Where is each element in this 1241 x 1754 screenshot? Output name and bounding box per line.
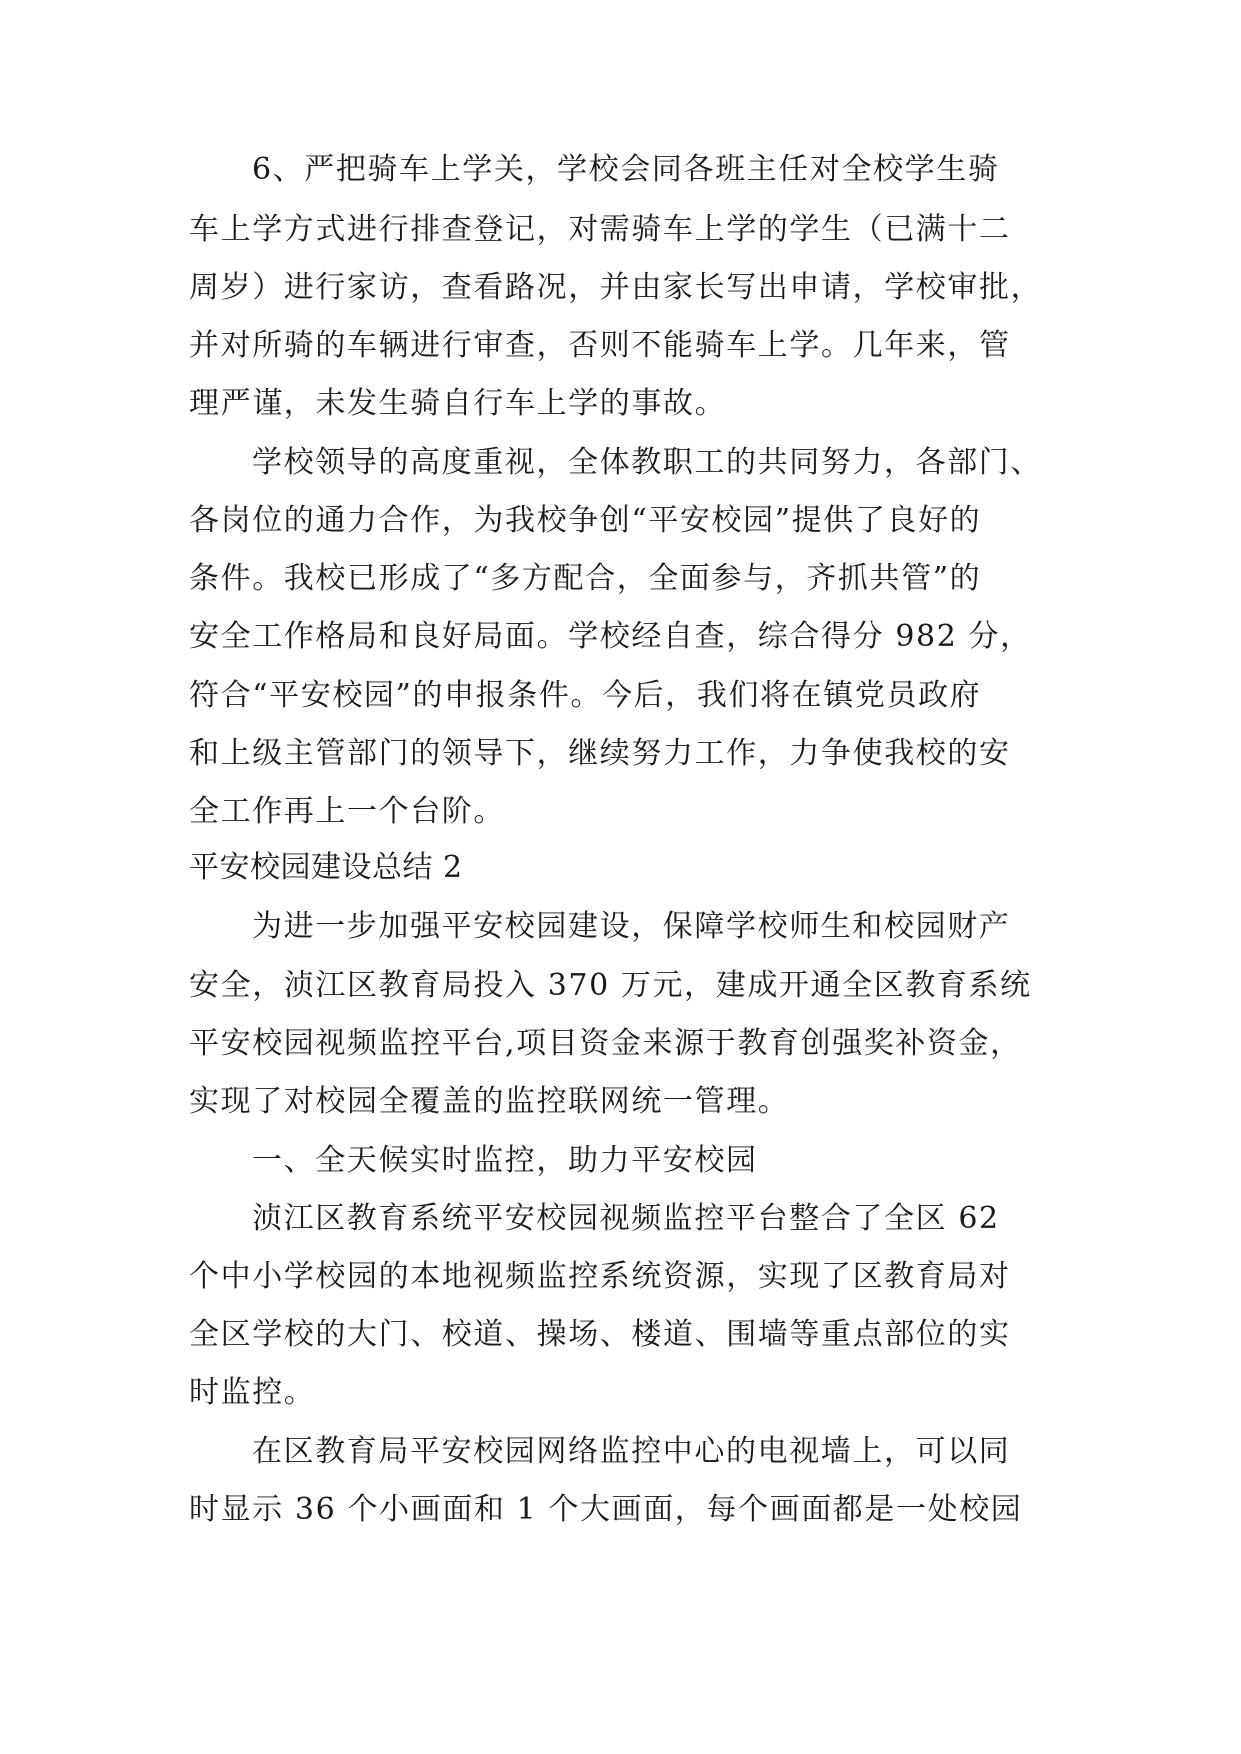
paragraph-line: 时显示 36 个小画面和 1 个大画面，每个画面都是一处校园 xyxy=(189,1492,1023,1527)
paragraph-line: 符合“平安校园”的申报条件。今后，我们将在镇党员政府 xyxy=(189,678,982,713)
paragraph-line: 时监控。 xyxy=(189,1375,316,1410)
paragraph-line: 全区学校的大门、校道、操场、楼道、围墙等重点部位的实 xyxy=(189,1317,1011,1352)
section-heading: 平安校园建设总结 2 xyxy=(189,850,463,885)
paragraph-line: 6、严把骑车上学关，学校会同各班主任对全校学生骑 xyxy=(252,152,1000,187)
paragraph-line: 为进一步加强平安校园建设，保障学校师生和校园财产 xyxy=(252,909,1011,944)
paragraph-line: 并对所骑的车辆进行审查，否则不能骑车上学。几年来，管 xyxy=(189,328,1011,363)
paragraph-line: 安全工作格局和良好局面。学校经自查，综合得分 982 分， xyxy=(189,619,1032,654)
paragraph-line: 安全，浈江区教育局投入 370 万元，建成开通全区教育系统 xyxy=(189,968,1032,1003)
paragraph-line: 和上级主管部门的领导下，继续努力工作，力争使我校的安 xyxy=(189,736,1011,771)
paragraph-line: 浈江区教育系统平安校园视频监控平台整合了全区 62 xyxy=(252,1201,1000,1236)
paragraph-line: 实现了对校园全覆盖的监控联网统一管理。 xyxy=(189,1084,790,1119)
paragraph-line: 全工作再上一个台阶。 xyxy=(189,794,505,829)
paragraph-line: 平安校园视频监控平台,项目资金来源于教育创强奖补资金， xyxy=(189,1026,1022,1061)
paragraph-line: 学校领导的高度重视，全体教职工的共同努力，各部门、 xyxy=(252,445,1042,480)
subheading-line: 一、全天候实时监控，助力平安校园 xyxy=(252,1143,758,1178)
paragraph-line: 在区教育局平安校园网络监控中心的电视墙上，可以同 xyxy=(252,1434,1011,1469)
paragraph-line: 周岁）进行家访，查看路况，并由家长写出申请，学校审批， xyxy=(189,270,1043,305)
paragraph-line: 理严谨，未发生骑自行车上学的事故。 xyxy=(189,386,727,421)
paragraph-line: 各岗位的通力合作，为我校争创“平安校园”提供了良好的 xyxy=(189,503,982,538)
paragraph-line: 条件。我校已形成了“多方配合，全面参与，齐抓共管”的 xyxy=(189,561,982,596)
paragraph-line: 车上学方式进行排查登记，对需骑车上学的学生（已满十二 xyxy=(189,212,1011,247)
paragraph-line: 个中小学校园的本地视频监控系统资源，实现了区教育局对 xyxy=(189,1259,1011,1294)
